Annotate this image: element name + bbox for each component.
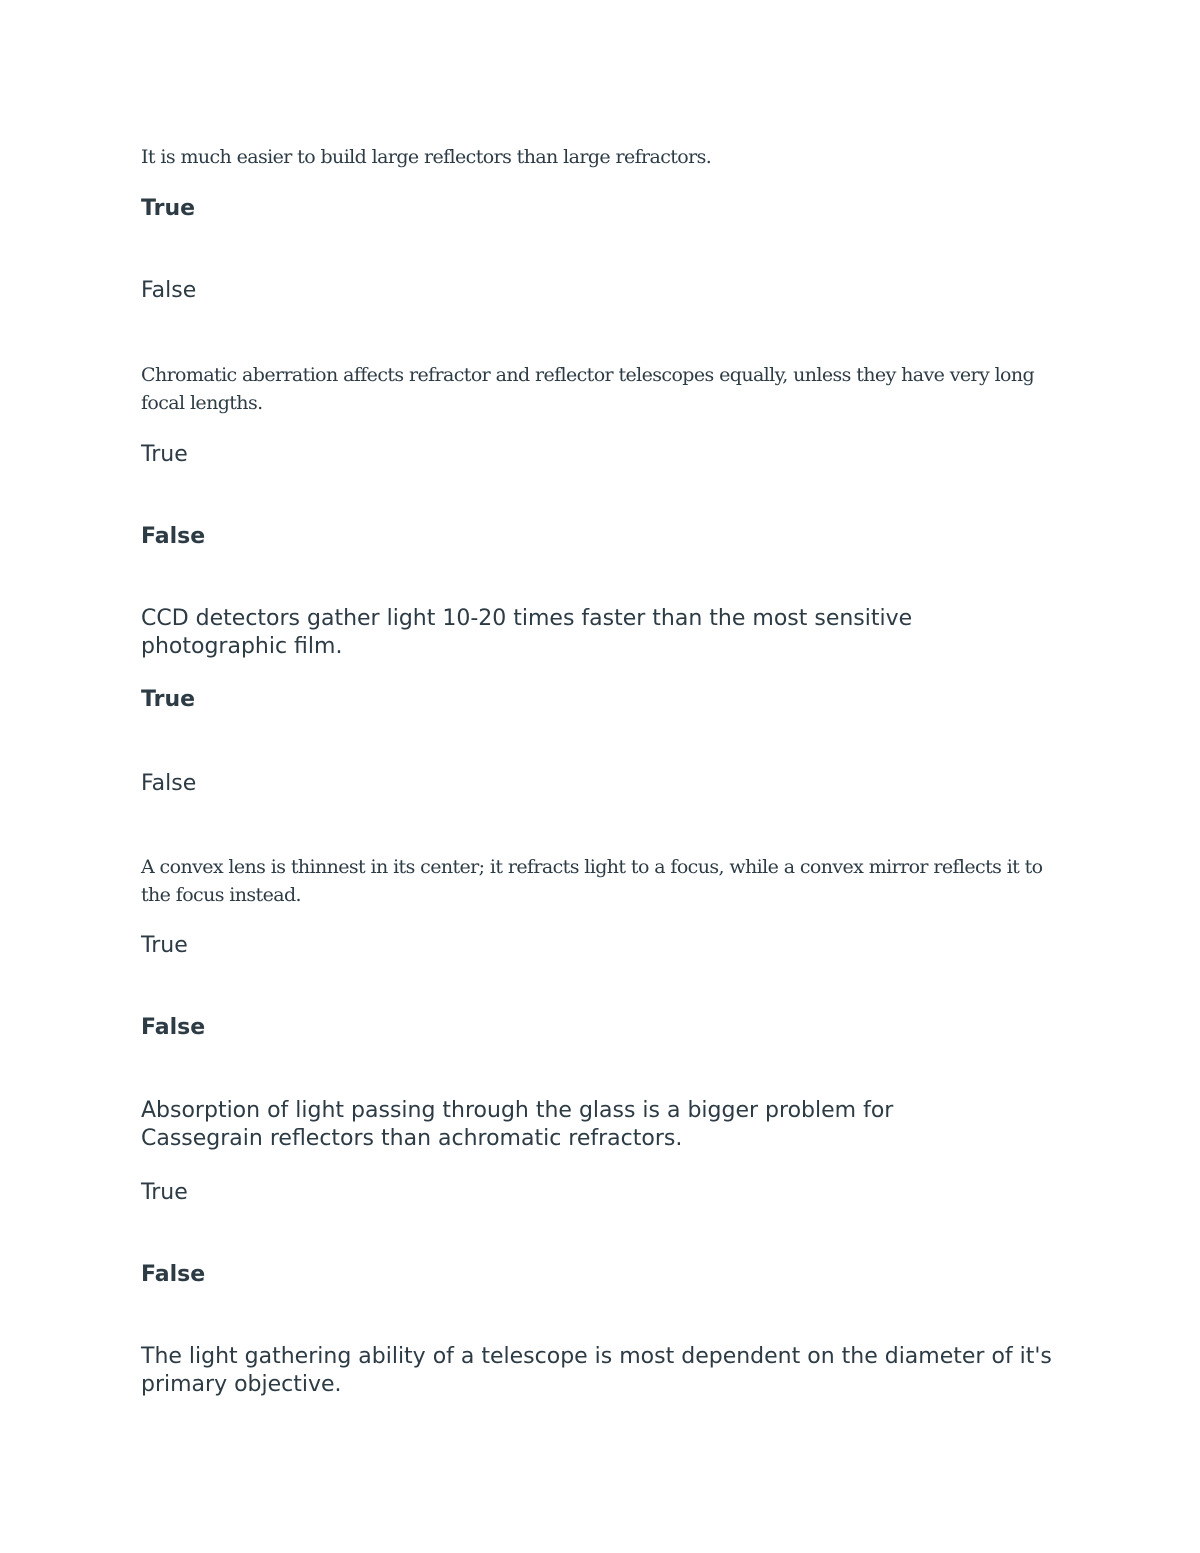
question-3-text: CCD detectors gather light 10-20 times faster than the most sensitive photographic film.: [141, 606, 913, 659]
question-4-option-false[interactable]: False: [141, 1015, 206, 1040]
question-6-text: The light gathering ability of a telescope is most dependent on the diameter of it's primary objective.: [141, 1344, 1052, 1397]
question-4-text: A convex lens is thinnest in its center; it refracts light to a focus, while a convex mirror reflects it to the focus instead.: [141, 856, 1043, 906]
question-5-option-false[interactable]: False: [141, 1262, 206, 1287]
question-1-option-false[interactable]: False: [141, 278, 197, 303]
question-3-option-false[interactable]: False: [141, 771, 197, 796]
question-2-text: Chromatic aberration affects refractor and reflector telescopes equally, unless they have very long focal lengths.: [141, 364, 1035, 414]
question-1-option-true[interactable]: True: [141, 196, 196, 221]
question-1-text: It is much easier to build large reflectors than large refractors.: [141, 146, 712, 168]
question-4-option-true[interactable]: True: [141, 933, 188, 958]
question-2-option-false[interactable]: False: [141, 524, 206, 549]
question-5-text: Absorption of light passing through the glass is a bigger problem for Cassegrain reflectors than achromatic refractors.: [141, 1098, 894, 1151]
question-3-option-true[interactable]: True: [141, 687, 196, 712]
question-5-option-true[interactable]: True: [141, 1180, 188, 1205]
question-2-option-true[interactable]: True: [141, 442, 188, 467]
